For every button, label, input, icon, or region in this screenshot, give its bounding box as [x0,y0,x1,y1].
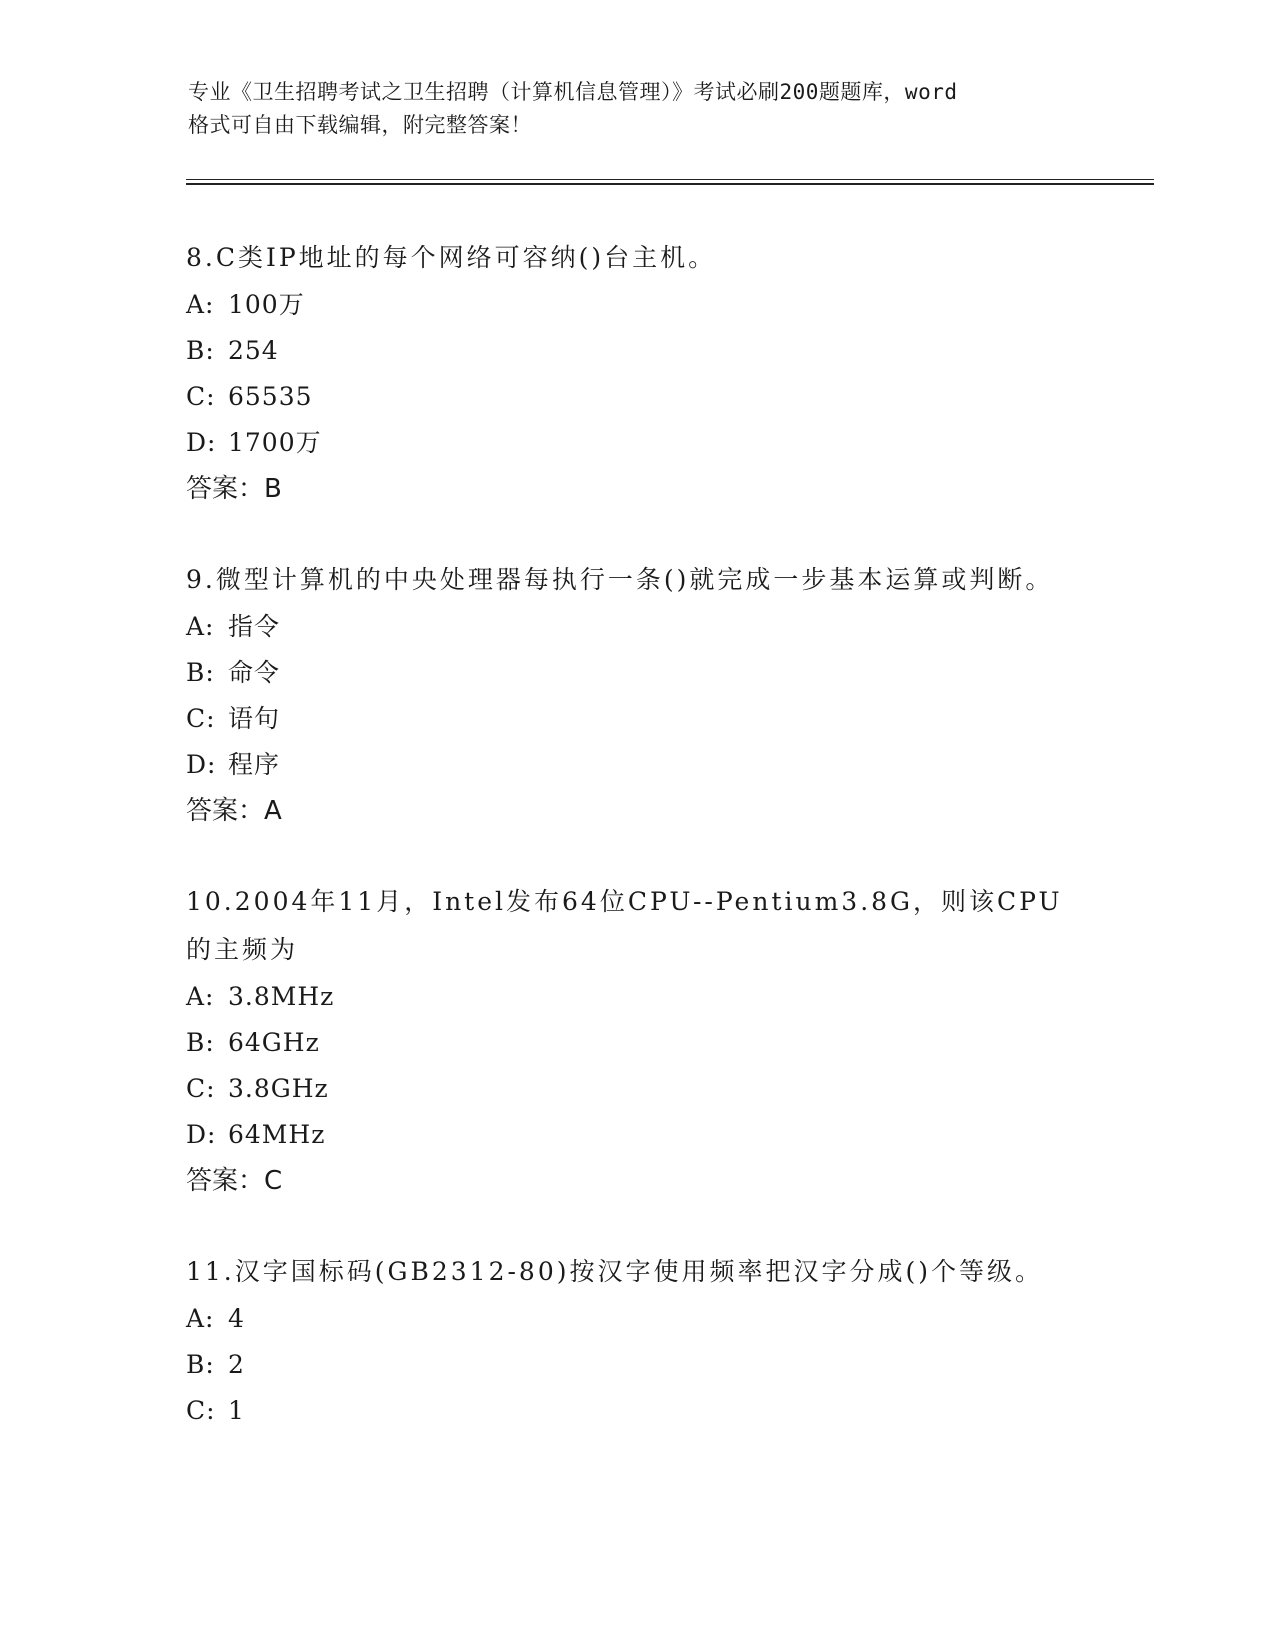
question-list [186,234,1086,1478]
option-text: 4 [228,1304,245,1333]
option-text: 2 [228,1350,245,1379]
option-b [186,1020,1086,1066]
header-line-1: 专业《卫生招聘考试之卫生招聘（计算机信息管理）》考试必刷200题题库，word [188,80,958,104]
option-key: C: [186,1074,216,1103]
question-11 [186,1248,1086,1434]
option-text: 64GHz [228,1028,320,1057]
option-b [186,328,1086,374]
option-text: 语句 [228,704,281,733]
option-text: 命令 [228,658,281,687]
option-a [186,604,1086,650]
option-text: 65535 [228,382,313,411]
header-divider-thick [186,183,1154,185]
question-10 [186,878,1086,1204]
option-text: 64MHz [228,1120,326,1149]
option-text: 程序 [228,750,281,779]
answer: 答案：A [186,796,282,826]
option-a [186,282,1086,328]
question-text: 11.汉字国标码(GB2312-80)按汉字使用频率把汉字分成()个等级。 [186,1257,1043,1286]
option-text: 3.8MHz [228,982,335,1011]
header-divider-thin [186,179,1154,180]
option-key: B: [186,336,215,365]
option-text: 指令 [228,612,281,641]
option-key: C: [186,382,216,411]
option-c [186,1066,1086,1112]
option-a [186,1296,1086,1342]
option-key: A: [186,982,215,1011]
option-text: 1 [228,1396,245,1425]
option-c [186,1388,1086,1434]
question-9 [186,556,1086,834]
header-line-2: 格式可自由下载编辑，附完整答案！ [188,113,532,137]
option-key: A: [186,290,215,319]
question-text: 9.微型计算机的中央处理器每执行一条()就完成一步基本运算或判断。 [186,565,1054,594]
option-key: A: [186,612,215,641]
question-8 [186,234,1086,512]
option-key: B: [186,658,215,687]
option-b [186,1342,1086,1388]
option-key: C: [186,1396,216,1425]
option-key: D: [186,750,217,779]
option-a [186,974,1086,1020]
option-key: D: [186,1120,217,1149]
option-c [186,374,1086,420]
option-key: B: [186,1350,215,1379]
document-header [188,76,1088,142]
answer: 答案：C [186,1166,283,1196]
option-d [186,1112,1086,1158]
option-text: 100万 [228,290,305,319]
option-d [186,742,1086,788]
option-key: C: [186,704,216,733]
option-key: B: [186,1028,215,1057]
question-text: 10.2004年11月，Intel发布64位CPU--Pentium3.8G，则该CPU的主频为 [186,887,1063,964]
option-d [186,420,1086,466]
option-key: D: [186,428,217,457]
option-key: A: [186,1304,215,1333]
option-c [186,696,1086,742]
option-text: 3.8GHz [228,1074,329,1103]
option-b [186,650,1086,696]
question-text: 8.C类IP地址的每个网络可容纳()台主机。 [186,243,717,272]
option-text: 1700万 [228,428,322,457]
answer: 答案：B [186,474,282,504]
option-text: 254 [228,336,279,365]
